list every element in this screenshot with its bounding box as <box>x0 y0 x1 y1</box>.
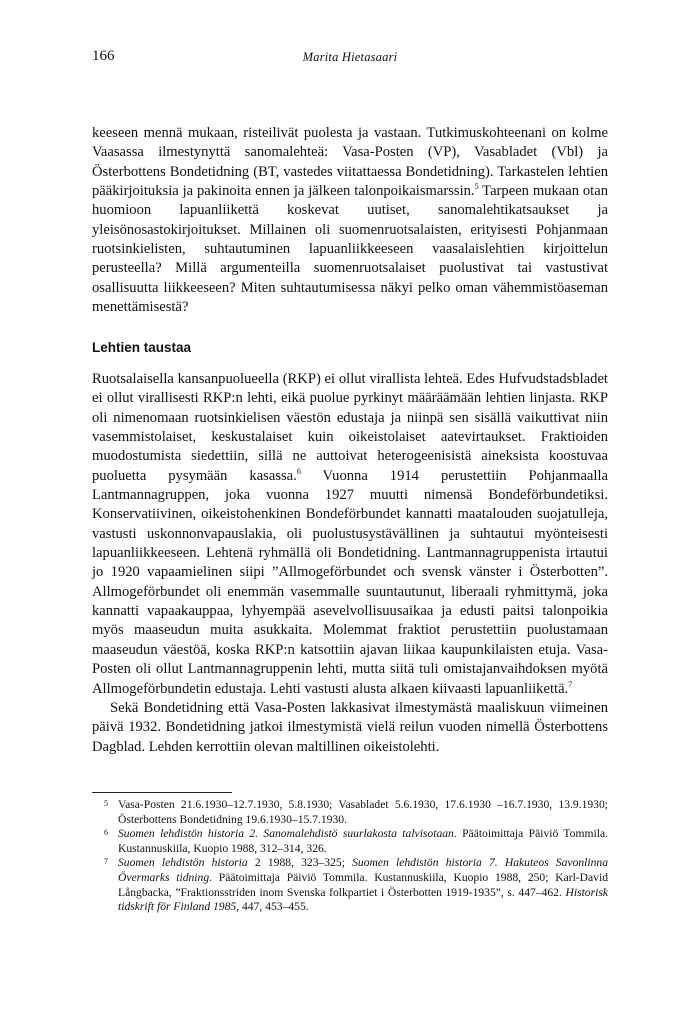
section-p1-text-a: Ruotsalaisella kansanpuolueella (RKP) ei ollut virallista lehteä. Edes Hufvudstadsbladet ei ollut virallisesti RKP:n lehti, eikä puolue pyrkinyt määräämään lehtien linjasta. RKP oli nimenomaan ruotsinkielisen väestön edustaja ja niinpä sen sisällä vaikuttivat niin vasemmistolaiset, keskustalaiset kuin oikeistolaiset aatevirtaukset. Fraktioiden muodostumista siedettiin, sillä ne auttoivat heterogeenisistä aineksista koostuvaa puoluetta pysymään kasassa. <box>92 371 608 484</box>
footnote-number: 6 <box>104 828 108 838</box>
section-body <box>92 370 608 757</box>
footnote-7 <box>92 856 608 914</box>
intro-text-b: Tarpeen mukaan otan huomioon lapuanliikettä koskevat uutiset, sanomalehtikatsaukset ja yleisönosastokirjoitukset. Millainen oli suomenruotsalaisten, erityisesti Pohjanmaan ruotsinkielisten, suhtautuminen lapuanliikkeeseen vaasalaislehtien kirjoittelun perusteella? Millä argumenteilla suomenruotsalaiset puolustivat tai vastustivat osallisuutta liikkeeseen? Miten suhtautumisessa näkyi pelko oman vähemmistöaseman menettämisestä? <box>92 183 608 316</box>
footnote-6 <box>92 827 608 856</box>
section-heading: Lehtien taustaa <box>92 340 192 355</box>
footnote-text: . Päätoimittaja Päiviö Tommila. Kustannuskiila, Kuopio 1988, 250; Karl-David Långbacka, ”Fraktionsstriden inom Svenska folkpartiet i Österbotten 1919-1935”, s. 447–462. <box>118 870 608 899</box>
footnote-ref-6[interactable]: 6 <box>296 466 301 476</box>
footnote-ref-5[interactable]: 5 <box>474 182 479 192</box>
footnote-5 <box>92 798 608 827</box>
intro-text-a: keeseen mennä mukaan, risteilivät puolesta ja vastaan. Tutkimuskohteenani on kolme Vaasassa ilmestynyttä sanomalehteä: Vasa-Posten (VP), Vasabladet (Vbl) ja Österbottens Bondetidning (BT, vastedes viitattaessa Bondetidning). Tarkastelen lehtien pääkirjoituksia ja pakinoita ennen ja jälkeen talonpoikaismarssin. <box>92 125 608 200</box>
footnote-title: Historisk tidskrift för Finland 1985 <box>118 885 608 914</box>
footnote-title: Suomen lehdistön historia 2. Sanomalehdistö suurlakosta talvisotaan <box>118 827 454 841</box>
footnote-text: 2 1988, 323–325; <box>247 856 353 870</box>
footnote-text: Vasa-Posten 21.6.1930–12.7.1930, 5.8.1930; Vasabladet 5.6.1930, 17.6.1930 –16.7.1930, 13.9.1930; Österbottens Bondetidning 19.6.1930–15.7.1930. <box>118 798 608 826</box>
section-paragraph-2: Sekä Bondetidning että Vasa-Posten lakkasivat ilmestymästä maaliskuun viimeinen päivä 1932. Bondetidning jatkoi ilmestymistä vielä reilun vuoden nimellä Österbottens Dagblad. Lehden kerrottiin olevan maltillinen oikeistolehti. <box>92 699 608 755</box>
intro-paragraph <box>92 124 608 317</box>
running-head: Marita Hietasaari <box>302 50 398 64</box>
section-paragraph-1 <box>92 370 608 699</box>
footnote-ref-7[interactable]: 7 <box>568 679 573 689</box>
footnotes <box>92 798 608 915</box>
footnote-number: 7 <box>104 857 108 867</box>
footnote-text: , 447, 453–455. <box>236 900 309 914</box>
footnote-number: 5 <box>104 799 108 808</box>
footnote-title: Suomen lehdistön historia 7. Hakuteos Savonlinna Övermarks tidning <box>118 856 608 884</box>
footnote-text: . Päätoimittaja Päiviö Tommila. Kustannuskiila, Kuopio 1988, 312–314, 326. <box>118 827 608 855</box>
section-p1-text-b: Vuonna 1914 perustettiin Pohjanmaalla Lantmannagruppen, joka vuonna 1927 muutti nimensä Bondeförbundetiksi. Konservatiivinen, oikeistohenkinen Bondeförbundet kannatti maatalouden suojatulleja, vastusti uskonnonvapauslakia, oli puolustusystävällinen ja suhtautui myönteisesti lapuanliikkeeseen. Lehtenä ryhmällä oli Bondetidning. Lantmannagruppenista irtautui jo 1920 vapaamielinen siipi ”Allmogeförbundet och svensk vänster i Österbotten”. Allmogeförbundet oli enemmän vasemmalle suuntautunut, liberaali ryhmittymä, joka kannatti vapaakauppaa, lyhyempää asevelvollisuusaikaa ja edusti paitsi talonpoikia myös maaseudun muita asukkaita. Molemmat fraktiot perustettiin puolustamaan maaseudun väestöä, koska RKP:n katsottiin ajavan liikaa kaupunkilaisten etuja. Vasa-Posten oli ollut Lantmannagruppenin lehti, mutta siitä tuli omistajanvaihdoksen myötä Allmogeförbundetin edustaja. Lehti vastusti alusta alkaen kiivaasti lapuanliikettä. <box>92 467 608 697</box>
page-number: 166 <box>92 48 115 64</box>
footnote-divider <box>92 792 232 793</box>
footnote-title: Suomen lehdistön historia <box>118 856 248 870</box>
